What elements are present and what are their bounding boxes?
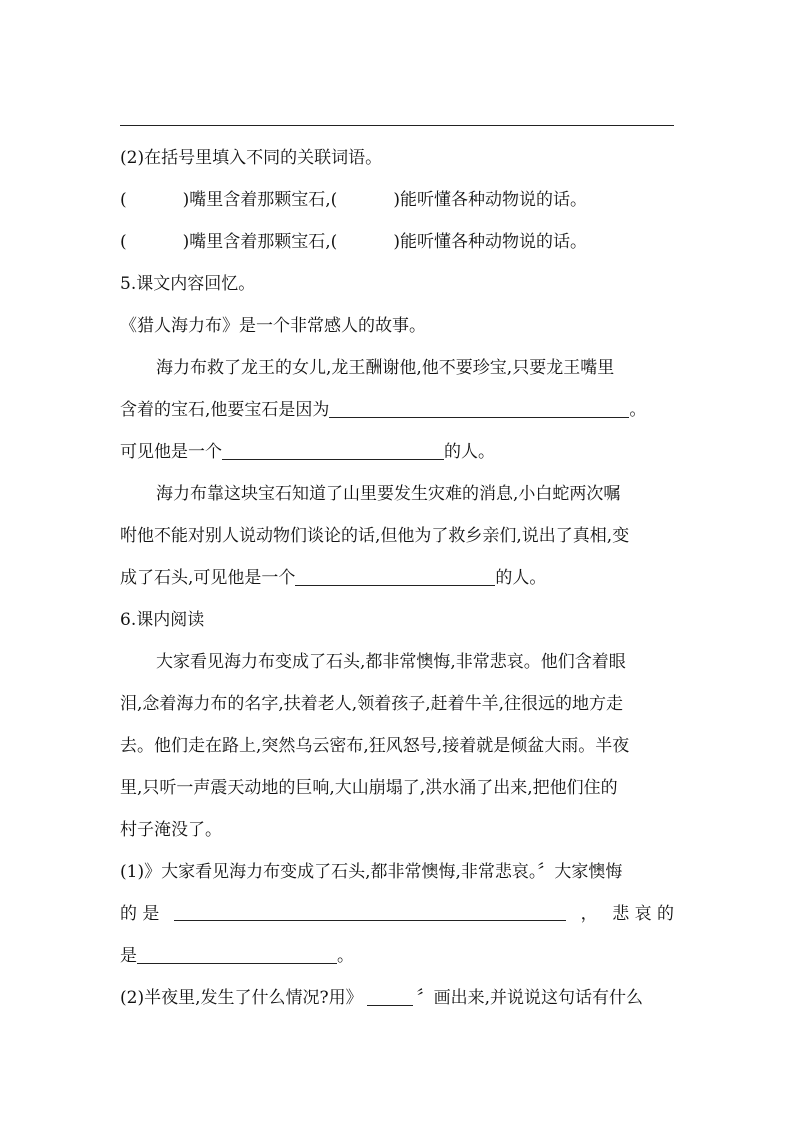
passage-line: 大家看见海力布变成了石头,都非常懊悔,非常悲哀。他们含着眼 bbox=[156, 652, 626, 672]
text-segment: 是 bbox=[120, 946, 137, 966]
q5-p2-line1: 海力布靠这块宝石知道了山里要发生灾难的消息,小白蛇两次嘱 bbox=[156, 484, 621, 504]
underline-mark-sample bbox=[367, 987, 413, 1006]
row-mid-text: )嘴里含着那颗宝石,( bbox=[182, 232, 338, 252]
answer-blank-reason[interactable] bbox=[329, 399, 629, 418]
q5-p1-line1: 海力布救了龙王的女儿,龙王酬谢他,他不要珍宝,只要龙王嘴里 bbox=[156, 358, 615, 378]
text-segment: 的 是 bbox=[120, 904, 160, 924]
q5-title: 5.课文内容回忆。 bbox=[120, 274, 256, 294]
passage-line: 泪,念着海力布的名字,扶着老人,领着孩子,赶着牛羊,往很远的地方走 bbox=[120, 694, 624, 714]
text-segment: (2)半夜里,发生了什么情况?用》 bbox=[120, 988, 363, 1008]
row-end-text: )能听懂各种动物说的话。 bbox=[393, 190, 587, 210]
text-segment: 。 bbox=[337, 946, 354, 966]
q4-2-title: (2)在括号里填入不同的关联词语。 bbox=[120, 148, 383, 168]
q4-2-row-2 bbox=[120, 230, 674, 254]
q6-1-line1: (1)》大家看见海力布变成了石头,都非常懊悔,非常悲哀。〞大家懊悔 bbox=[120, 862, 623, 882]
text-segment: 可见他是一个 bbox=[120, 442, 222, 462]
q5-p1-line3 bbox=[120, 440, 674, 464]
q5-p2-line2: 咐他不能对别人说动物们谈论的话,但他为了救乡亲们,说出了真相,变 bbox=[120, 526, 630, 546]
answer-blank-trait-1[interactable] bbox=[222, 441, 444, 460]
text-segment: 〞画出来,并说说这句话有什么 bbox=[416, 988, 644, 1008]
text-segment: ， bbox=[580, 904, 598, 924]
row-mid-text: )嘴里含着那颗宝石,( bbox=[182, 190, 338, 210]
answer-blank-regret[interactable] bbox=[174, 902, 566, 921]
text-segment: 的人。 bbox=[495, 568, 547, 588]
row-end-text: )能听懂各种动物说的话。 bbox=[393, 232, 587, 252]
q5-p2-line3 bbox=[120, 566, 674, 590]
q5-p1-line2 bbox=[120, 398, 674, 422]
text-segment: 的人。 bbox=[444, 442, 495, 462]
answer-blank-trait-2[interactable] bbox=[295, 567, 495, 586]
q4-2-row-1 bbox=[120, 188, 674, 212]
passage-line: 去。他们走在路上,突然乌云密布,狂风怒号,接着就是倾盆大雨。半夜 bbox=[120, 736, 630, 756]
header-rule bbox=[120, 125, 674, 126]
q6-1-line2 bbox=[120, 902, 674, 926]
text-segment: 悲 哀 的 bbox=[612, 904, 674, 924]
passage-line: 里,只听一声震天动地的巨响,大山崩塌了,洪水涌了出来,把他们住的 bbox=[120, 778, 618, 798]
q6-title: 6.课内阅读 bbox=[120, 610, 205, 630]
text-segment: 含着的宝石,他要宝石是因为 bbox=[120, 400, 330, 420]
paren-open: ( bbox=[120, 190, 127, 210]
text-segment: 。 bbox=[629, 400, 647, 420]
text-segment: 成了石头,可见他是一个 bbox=[120, 568, 296, 588]
q6-2-line1 bbox=[120, 986, 674, 1010]
passage-line: 村子淹没了。 bbox=[120, 820, 222, 840]
q5-intro: 《猎人海力布》是一个非常感人的故事。 bbox=[120, 316, 426, 336]
q6-1-line3 bbox=[120, 944, 674, 968]
answer-blank-grief[interactable] bbox=[137, 945, 337, 964]
paren-open: ( bbox=[120, 232, 127, 252]
